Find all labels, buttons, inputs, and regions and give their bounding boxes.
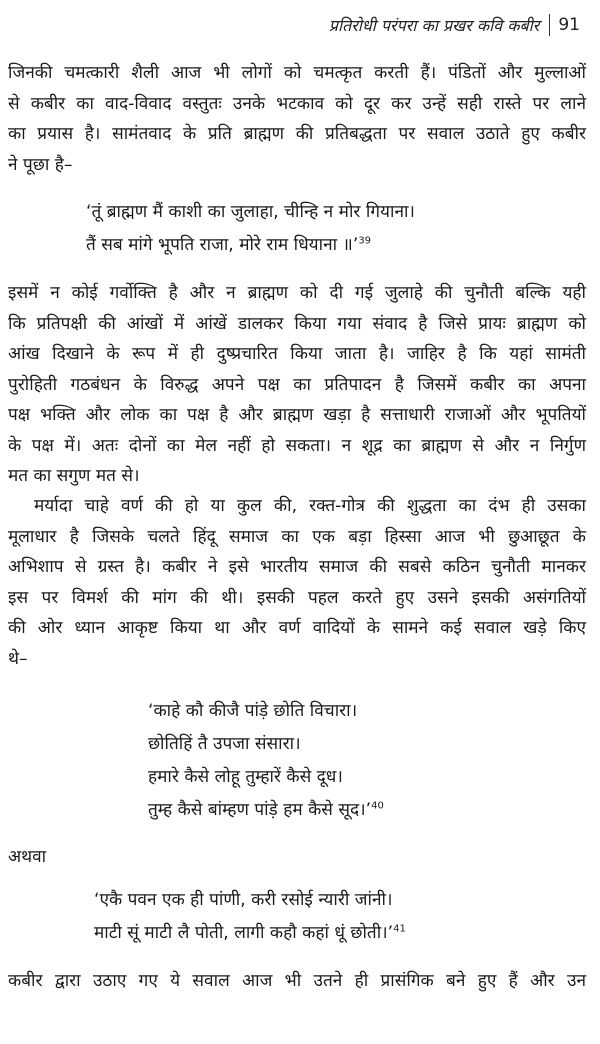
verse-1	[86, 196, 415, 262]
text-line: जिनकी चमत्कारी शैली आज भी लोगों को चमत्कृत करती हैं। पंडितों और मुल्लाओं	[8, 63, 586, 83]
text-line: मर्यादा चाहे वर्ण की हो या कुल की, रक्त-गोत्र की शुद्धता का दंभ ही उसका	[34, 496, 586, 516]
text-line: पक्ष भक्ति और लोक का पक्ष है और ब्राह्मण खड़ा है सत्ताधारी राजाओं और भूपतियों	[8, 405, 586, 425]
verse-line-text: तुम्ह कैसे बांम्हण पांड़े हम कैसे सूद।’	[148, 800, 372, 820]
verse-line	[86, 229, 415, 262]
text-line: के पक्ष में। अतः दोनों का मेल नहीं हो सकता। न शूद्र का ब्राह्मण से और न निर्गुण	[8, 435, 586, 456]
verse-line	[94, 917, 406, 950]
text-line: ने पूछा है–	[8, 154, 73, 175]
running-head	[329, 12, 580, 38]
verse-line: ‘एकै पवन एक ही पांणी, करी रसोई न्यारी जांनी।	[94, 890, 393, 910]
verse-line	[148, 794, 384, 827]
athva-label: अथवा	[8, 847, 47, 867]
verse-line: छोतिहिं तै उपजा संसारा।	[148, 734, 301, 754]
header-divider	[549, 14, 550, 36]
page-number: 91	[558, 15, 580, 35]
footnote-ref: 39	[358, 235, 372, 247]
verse-line: हमारे कैसे लोहू तुम्हारें कैसे दूध।	[148, 767, 343, 787]
text-line: से कबीर का वाद-विवाद वस्तुतः उनके भटकाव को दूर कर उन्हें सही रास्ते पर लाने	[8, 93, 586, 114]
verse-line: ‘तूं ब्राह्मण मैं काशी का जुलाहा, चीन्हि न मोर गियाना।	[86, 202, 415, 222]
verse-line-text: माटी सूं माटी लै पोती, लागी कहौ कहां धूं छोती।’	[94, 923, 394, 943]
verse-2	[148, 695, 384, 827]
paragraph-2	[8, 278, 586, 492]
running-title: प्रतिरोधी परंपरा का प्रखर कवि कबीर	[328, 16, 540, 35]
text-line: मत का सगुण मत से।	[8, 466, 140, 486]
footnote-ref: 40	[371, 800, 384, 812]
text-line: पुरोहिती गठबंधन के विरुद्ध अपने पक्ष का प्रतिपादन है जिसमें कबीर का अपना	[8, 374, 586, 395]
text-line: की ओर ध्यान आकृष्ट किया था और वर्ण वादियों के सामने कई सवाल खड़े किए	[8, 618, 586, 638]
footnote-ref: 41	[393, 923, 406, 935]
paragraph-4	[8, 966, 586, 997]
text-line: आंख दिखाने के रूप में ही दुष्प्रचारित किया जाता है। जाहिर है कि यहां सामंती	[8, 344, 586, 364]
text-line: इसमें न कोई गर्वोक्ति है और न ब्राह्मण को दी गई जुलाहे की चुनौती बल्कि यही	[8, 283, 586, 303]
paragraph-1	[8, 58, 586, 180]
verse-line-text: तैं सब मांगे भूपति राजा, मोरे राम धियाना ॥’	[86, 235, 359, 255]
text-line: कबीर द्वारा उठाए गए ये सवाल आज भी उतने ही प्रासंगिक बने हुए हैं और उन	[8, 971, 586, 991]
text-line: इस पर विमर्श की मांग की थी। इसकी पहल करते हुए उसने इसकी असंगतियों	[8, 587, 586, 608]
verse-line: ‘काहे कौ कीजै पांड़े छोति विचारा।	[148, 701, 358, 721]
text-line: मूलाधार है जिसके चलते हिंदू समाज का एक बड़ा हिस्सा आज भी छुआछूत के	[8, 526, 586, 547]
text-line: कि प्रतिपक्षी की आंखों में आंखें डालकर किया गया संवाद है जिसे प्रायः ब्राह्मण को	[8, 313, 586, 334]
verse-3	[94, 884, 406, 950]
text-line: थे–	[8, 648, 28, 669]
paragraph-3	[8, 491, 586, 674]
text-line: अभिशाप से ग्रस्त है। कबीर ने इसे भारतीय समाज की सबसे कठिन चुनौती मानकर	[8, 557, 586, 577]
text-line: का प्रयास है। सामंतवाद के प्रति ब्राह्मण की प्रतिबद्धता पर सवाल उठाते हुए कबीर	[8, 124, 586, 144]
